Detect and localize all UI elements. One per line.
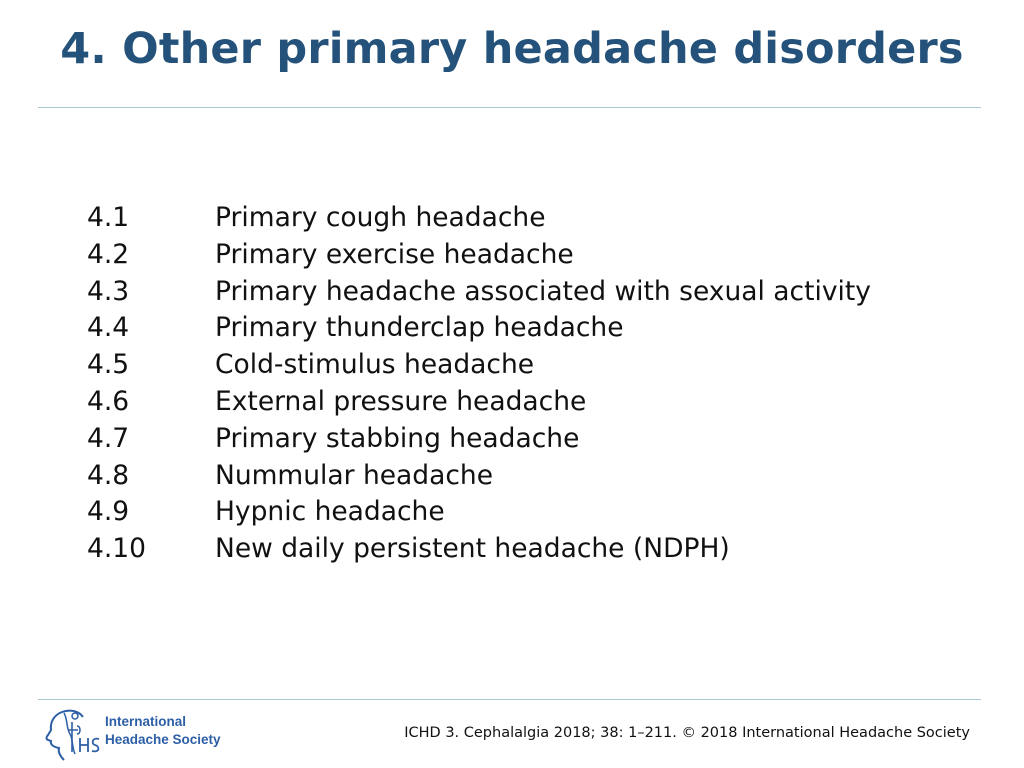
- item-label: Primary thunderclap headache: [215, 312, 624, 344]
- item-label: Cold-stimulus headache: [215, 349, 535, 381]
- list-item: [87, 347, 871, 384]
- logo-line-1: International: [105, 714, 187, 729]
- list-item: [87, 237, 871, 274]
- item-label: External pressure headache: [215, 385, 587, 417]
- list-item: [87, 458, 871, 495]
- citation: ICHD 3. Cephalalgia 2018; 38: 1–211. © 2018 International Headache Society: [404, 725, 970, 741]
- item-number: 4.1: [87, 202, 130, 233]
- list-item: [87, 531, 871, 568]
- item-label: Nummular headache: [215, 459, 494, 491]
- title-divider: [38, 107, 981, 108]
- item-number: 4.4: [87, 312, 130, 344]
- item-number: 4.9: [87, 496, 130, 528]
- item-label: Primary stabbing headache: [215, 422, 580, 454]
- item-number: 4.6: [87, 385, 130, 417]
- list-item: [87, 421, 871, 458]
- item-number: 4.5: [87, 349, 130, 381]
- item-number: 4.10: [87, 533, 147, 565]
- footer-divider: [38, 699, 981, 700]
- item-number: 4.2: [87, 238, 130, 270]
- logo-text: [105, 713, 221, 749]
- list-item: [87, 200, 871, 237]
- head-profile-icon: [42, 708, 104, 762]
- logo-line-2: Headache Society: [105, 732, 221, 747]
- list-item: [87, 384, 871, 421]
- item-label: Primary headache associated with sexual activity: [215, 275, 871, 307]
- item-number: 4.7: [87, 422, 130, 454]
- item-label: Primary exercise headache: [215, 238, 574, 270]
- item-number: 4.3: [87, 275, 130, 307]
- disorder-list: [87, 200, 871, 568]
- list-item: [87, 310, 871, 347]
- item-label: Hypnic headache: [215, 496, 445, 528]
- list-item: [87, 494, 871, 531]
- item-number: 4.8: [87, 459, 130, 491]
- slide-title: 4. Other primary headache disorders: [60, 24, 964, 74]
- list-item: [87, 274, 871, 311]
- ihs-logo: [42, 708, 227, 762]
- item-label: Primary cough headache: [215, 202, 546, 233]
- item-label: New daily persistent headache (NDPH): [215, 533, 730, 565]
